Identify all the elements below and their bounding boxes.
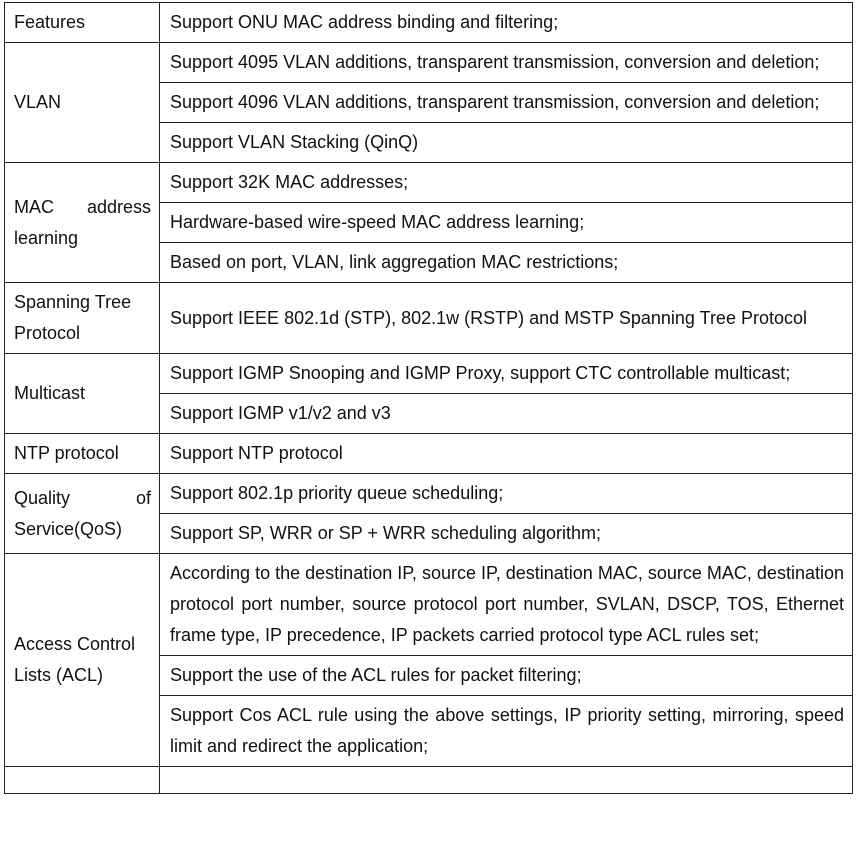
table-row — [5, 434, 853, 474]
detail-cell: Based on port, VLAN, link aggregation MAC restrictions; — [160, 243, 853, 283]
detail-cell: Support 32K MAC addresses; — [160, 163, 853, 203]
table-row — [5, 163, 853, 203]
detail-cell: Support 802.1p priority queue scheduling; — [160, 474, 853, 514]
feature-cell: VLAN — [5, 43, 160, 163]
detail-cell: Support 4096 VLAN additions, transparent transmission, conversion and deletion; — [160, 83, 853, 123]
feature-cell: MAC address learning — [5, 163, 160, 283]
detail-cell: Support the use of the ACL rules for packet filtering; — [160, 656, 853, 696]
table-row — [5, 554, 853, 656]
detail-cell — [160, 767, 853, 794]
feature-cell: Quality of Service(QoS) — [5, 474, 160, 554]
detail-cell: Support IGMP v1/v2 and v3 — [160, 394, 853, 434]
detail-cell: Support IGMP Snooping and IGMP Proxy, support CTC controllable multicast; — [160, 354, 853, 394]
feature-cell: Multicast — [5, 354, 160, 434]
detail-cell: Support 4095 VLAN additions, transparent transmission, conversion and deletion; — [160, 43, 853, 83]
detail-cell: Support SP, WRR or SP + WRR scheduling algorithm; — [160, 514, 853, 554]
detail-cell: Support ONU MAC address binding and filtering; — [160, 3, 853, 43]
feature-cell: Spanning Tree Protocol — [5, 283, 160, 354]
table-row — [5, 43, 853, 83]
detail-cell: Support VLAN Stacking (QinQ) — [160, 123, 853, 163]
feature-cell: Access Control Lists (ACL) — [5, 554, 160, 767]
detail-cell: Support IEEE 802.1d (STP), 802.1w (RSTP) and MSTP Spanning Tree Protocol — [160, 283, 853, 354]
table-row — [5, 283, 853, 354]
detail-cell: Support NTP protocol — [160, 434, 853, 474]
detail-cell: Hardware-based wire-speed MAC address learning; — [160, 203, 853, 243]
table-row-partial — [5, 767, 853, 794]
detail-cell: Support Cos ACL rule using the above settings, IP priority setting, mirroring, speed limit and redirect the application; — [160, 696, 853, 767]
feature-spec-table — [4, 2, 853, 794]
table-row — [5, 354, 853, 394]
table-row — [5, 474, 853, 514]
detail-cell: According to the destination IP, source IP, destination MAC, source MAC, destination protocol port number, source protocol port number, SVLAN, DSCP, TOS, Ethernet frame type, IP precedence, IP packets carried protocol type ACL rules set; — [160, 554, 853, 656]
feature-cell — [5, 767, 160, 794]
table-row — [5, 3, 853, 43]
feature-cell: Features — [5, 3, 160, 43]
feature-cell: NTP protocol — [5, 434, 160, 474]
